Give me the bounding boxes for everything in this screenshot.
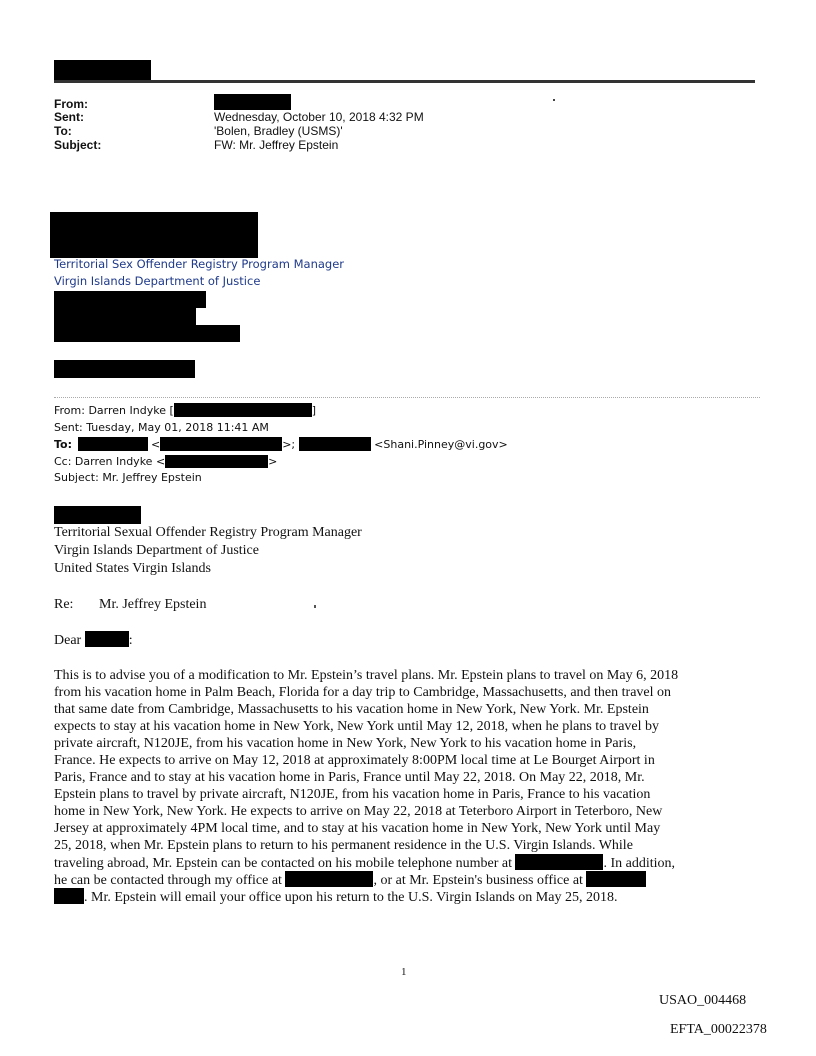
body-line-5: private aircraft, N120JE, from his vacation home in New York, New York to his vacation home in Paris, [54,736,637,751]
signature-department: Virgin Islands Department of Justice [54,274,261,288]
redaction-from-value [214,94,291,110]
original-cc-text: Cc: Darren Indyke < [54,455,166,468]
subject-label: Subject: [54,138,102,152]
original-cc-close: > [268,455,278,468]
to-value: 'Bolen, Bradley (USMS)' [214,124,343,138]
address-line-3: United States Virgin Islands [54,561,211,576]
redaction-business-number-a [586,871,646,887]
body-line-3: that same date from Cambridge, Massachusetts to his vacation home in New York, New York. Mr. Epstein [54,702,649,717]
header-rule [54,80,755,83]
body-line-14 [54,888,617,906]
sent-value: Wednesday, October 10, 2018 4:32 PM [214,110,424,124]
original-from-line [54,403,316,417]
signature-title: Territorial Sex Offender Registry Program Manager [54,257,345,271]
redaction-signature-address-2 [54,308,196,325]
page-number: 1 [401,966,407,978]
sent-label: Sent: [54,110,84,124]
address-line-1: Territorial Sexual Offender Registry Program Manager [54,525,362,540]
original-sent-line: Sent: Tuesday, May 01, 2018 11:41 AM [54,421,269,434]
original-from-text: From: Darren Indyke [ [54,404,174,417]
body-line-13 [54,871,646,889]
body-line-9: home in New York, New York. He expects to arrive on May 22, 2018 at Teterboro Airport in Teterboro, New [54,804,663,819]
redaction-business-number-b [54,888,84,904]
redaction-recipient-name [54,506,141,524]
bates-efta: EFTA_00022378 [670,1022,767,1037]
address-line-2: Virgin Islands Department of Justice [54,543,259,558]
original-to-label: To: [54,438,72,451]
salutation [54,631,133,649]
original-to-lt: < [151,438,161,451]
original-to-sep: >; [282,438,296,451]
body-line-4: expects to stay at his vacation home in New York, New York until May 12, 2018, when he plans to travel by [54,719,660,734]
redaction-header-name [54,60,151,82]
bates-usao: USAO_004468 [659,993,747,1008]
original-to-email: <Shani.Pinney@vi.gov> [374,438,508,451]
salutation-colon: : [128,633,133,648]
body-line-12-end: . In addition, [603,856,676,871]
redaction-mobile-number [515,854,603,870]
body-line-2: from his vacation home in Palm Beach, Florida for a day trip to Cambridge, Massachusetts, and then travel on [54,685,672,700]
re-label: Re: [54,597,74,612]
to-label: To: [54,124,72,138]
redaction-signature-address-1 [54,291,206,308]
salutation-dear: Dear [54,633,82,648]
body-line-1: This is to advise you of a modification to Mr. Epstein’s travel plans. Mr. Epstein plans to travel on May 6, 2018 [54,668,679,683]
body-line-8: Epstein plans to travel by private aircraft, N120JE, from his vacation home in Paris, France to his vacation [54,787,651,802]
from-label: From: [54,97,88,111]
redaction-salutation-name [85,631,129,647]
redaction-to-email-1 [160,437,282,451]
original-cc-line [54,455,277,468]
speck-mark [553,99,555,101]
redaction-to-name-1 [78,437,148,451]
body-line-13-start: he can be contacted through my office at [54,873,282,888]
body-line-12-start: traveling abroad, Mr. Epstein can be contacted on his mobile telephone number at [54,856,512,871]
body-line-10: Jersey at approximately 4PM local time, and to stay at his vacation home in New York, New York until May [54,821,661,836]
redaction-office-number [285,871,373,887]
redaction-to-name-2 [299,437,371,451]
body-line-14-text: . Mr. Epstein will email your office upon his return to the U.S. Virgin Islands on May 25, 2018. [84,890,618,905]
body-line-11: 25, 2018, when Mr. Epstein plans to return to his permanent residence in the U.S. Virgin Islands. While [54,838,633,853]
redaction-from-email [174,403,312,417]
original-subject-line: Subject: Mr. Jeffrey Epstein [54,471,202,484]
redaction-signature-address-3 [54,325,240,342]
email-separator [54,397,760,398]
redaction-cc-email [165,455,268,468]
body-line-13-mid: , or at Mr. Epstein's business office at [373,873,583,888]
original-from-close: ] [311,404,317,417]
redaction-signature-name [50,212,258,258]
speck-mark-2 [314,605,316,608]
redaction-signature-phone [54,360,195,378]
subject-value: FW: Mr. Jeffrey Epstein [214,138,339,152]
body-line-12 [54,854,675,872]
body-line-6: France. He expects to arrive on May 12, 2018 at approximately 8:00PM local time at Le Bourget Airport in [54,753,655,768]
body-line-7: Paris, France and to stay at his vacation home in Paris, France until May 22, 2018. On May 22, 2018, Mr. [54,770,645,785]
re-value: Mr. Jeffrey Epstein [99,597,207,612]
original-to-line [54,437,508,451]
